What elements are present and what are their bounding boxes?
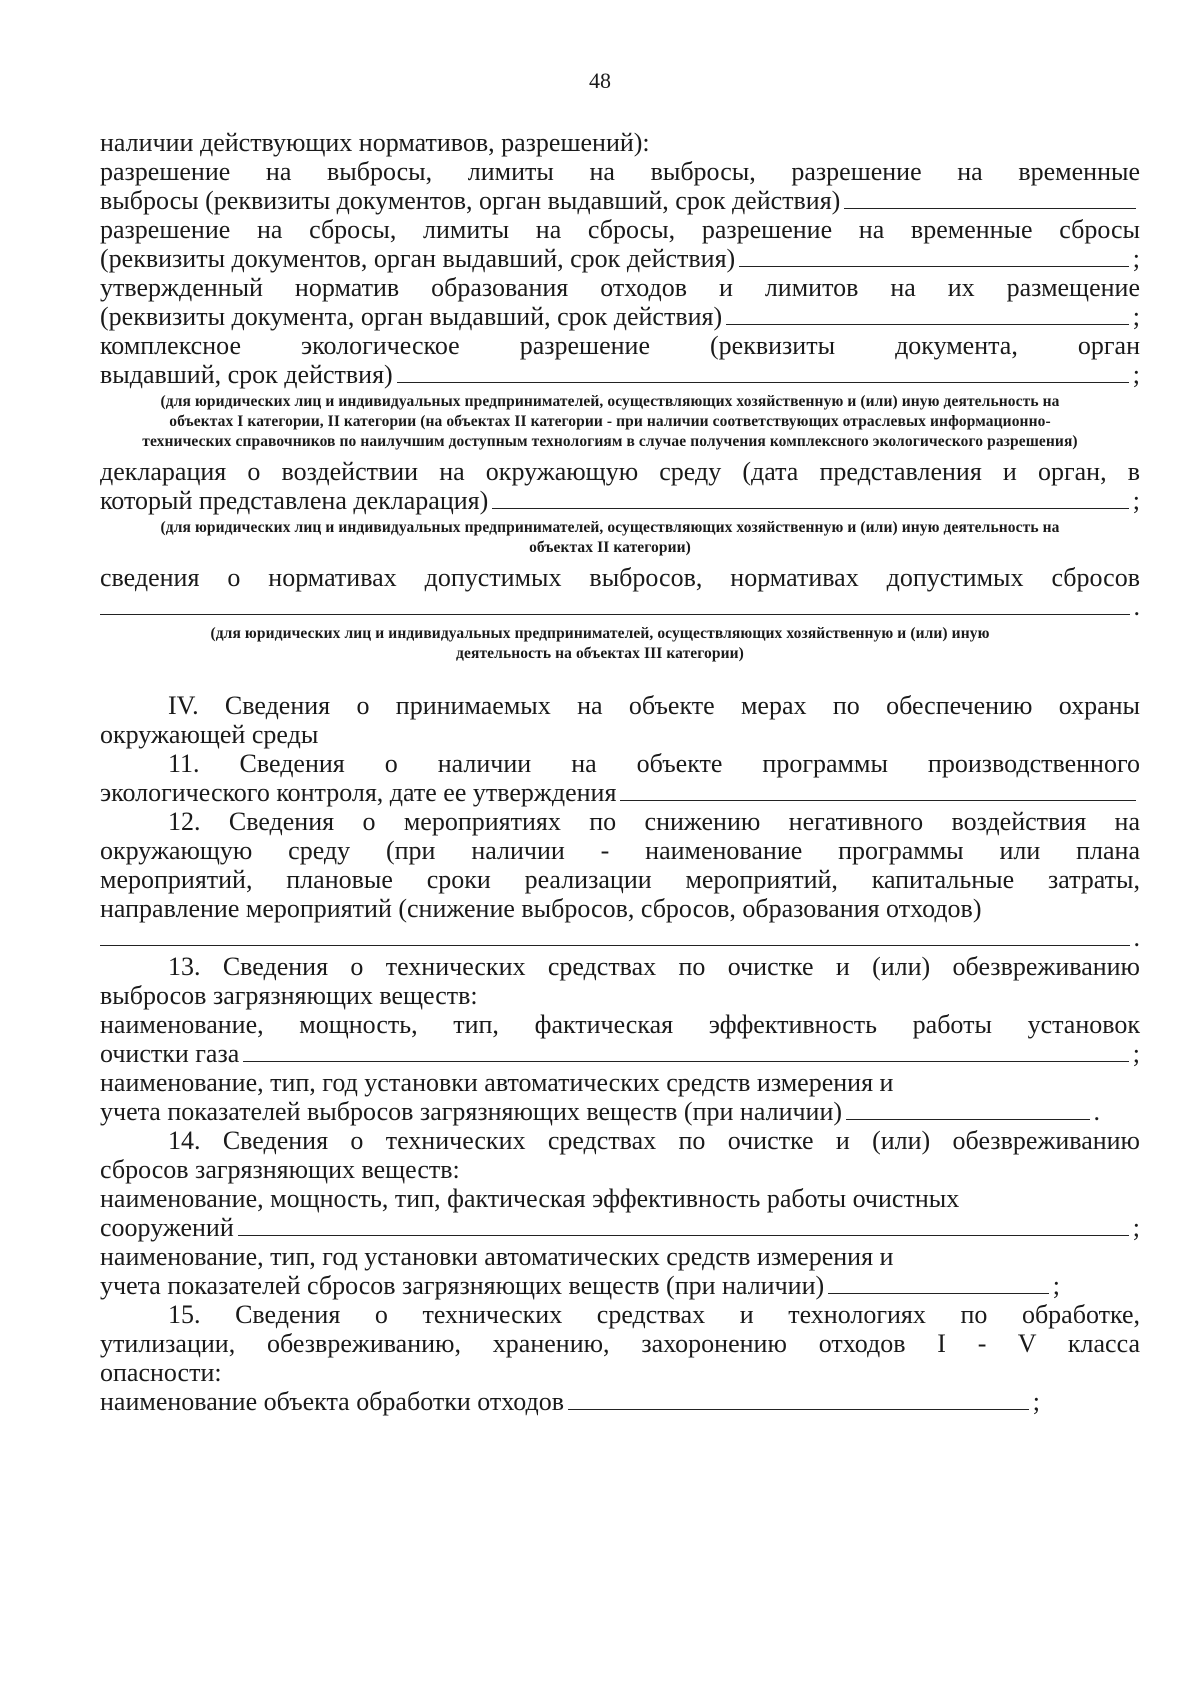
- footnote-category: (для юридических лиц и индивидуальных предпринимателей, осуществляющих хозяйственную и (или) иную деятельность на объектах III категории): [210, 625, 990, 662]
- section-heading: IV. Сведения о принимаемых на объекте мерах по обеспечению охраны: [168, 691, 1140, 720]
- fill-line: [100, 244, 1140, 273]
- text-line: выдавший, срок действия): [100, 360, 393, 389]
- blank-field[interactable]: [844, 188, 1136, 209]
- fill-line: [100, 302, 1140, 331]
- fill-line: [100, 1097, 1100, 1126]
- text-line: очистки газа: [100, 1039, 240, 1068]
- text-line: выбросов загрязняющих веществ:: [100, 981, 478, 1010]
- text-line: учета показателей сбросов загрязняющих веществ (при наличии): [100, 1271, 825, 1300]
- text-line: наименование, тип, год установки автоматических средств измерения и: [100, 1242, 894, 1271]
- fill-line: [100, 186, 1140, 215]
- blank-field[interactable]: [739, 246, 1129, 267]
- punctuation: ;: [1032, 1387, 1040, 1416]
- text-line: наименование, тип, год установки автоматических средств измерения и: [100, 1068, 894, 1097]
- text-line: сведения о нормативах допустимых выбросов, нормативах допустимых сбросов: [100, 563, 1140, 592]
- fill-line: [100, 360, 1140, 389]
- text-line: 15. Сведения о технических средствах и технологиях по обработке,: [168, 1300, 1140, 1329]
- text-line: декларация о воздействии на окружающую среду (дата представления и орган, в: [100, 457, 1140, 486]
- blank-field[interactable]: [243, 1041, 1128, 1062]
- blank-field[interactable]: [568, 1389, 1029, 1410]
- text-line: окружающей среды: [100, 720, 319, 749]
- text-line: утвержденный норматив образования отходов и лимитов на их размещение: [100, 273, 1140, 302]
- text-line: окружающую среду (при наличии - наименование программы или плана: [100, 836, 1140, 865]
- punctuation: ;: [1132, 244, 1140, 273]
- text-line: наименование, мощность, тип, фактическая эффективность работы очистных: [100, 1184, 960, 1213]
- text-line: 14. Сведения о технических средствах по очистке и (или) обезвреживанию: [168, 1126, 1140, 1155]
- text-line: утилизации, обезвреживанию, хранению, захоронению отходов I - V класса: [100, 1329, 1140, 1358]
- punctuation: .: [1133, 923, 1140, 952]
- page-number: 48: [589, 68, 611, 93]
- blank-field[interactable]: [100, 925, 1130, 946]
- text-line: наличии действующих нормативов, разрешений):: [100, 128, 650, 157]
- punctuation: ;: [1132, 302, 1140, 331]
- punctuation: .: [1093, 1097, 1100, 1126]
- blank-field[interactable]: [100, 594, 1130, 615]
- text-line: наименование объекта обработки отходов: [100, 1387, 565, 1416]
- text-line: учета показателей выбросов загрязняющих веществ (при наличии): [100, 1097, 843, 1126]
- text-line: (реквизиты документов, орган выдавший, срок действия): [100, 244, 736, 273]
- punctuation: ;: [1132, 1039, 1140, 1068]
- fill-line: [100, 1039, 1140, 1068]
- text-line: комплексное экологическое разрешение (реквизиты документа, орган: [100, 331, 1140, 360]
- text-line: разрешение на выбросы, лимиты на выбросы, разрешение на временные: [100, 157, 1140, 186]
- blank-field[interactable]: [492, 488, 1128, 509]
- fill-line: [100, 592, 1140, 621]
- text-line: 12. Сведения о мероприятиях по снижению негативного воздействия на: [168, 807, 1140, 836]
- document-body: [100, 128, 1140, 1416]
- text-line: сооружений: [100, 1213, 234, 1242]
- text-line: который представлена декларация): [100, 486, 489, 515]
- blank-field[interactable]: [397, 362, 1129, 383]
- fill-line: [100, 1271, 1060, 1300]
- footnote-category: (для юридических лиц и индивидуальных предпринимателей, осуществляющих хозяйственную и (или) иную деятельность на объектах I категории, II категории (на объектах II категории - при наличии соответствующих отраслевых информационно-технических справочников по наилучшим доступным технологиям в случае получения комплексного экологического разрешения): [142, 393, 1078, 450]
- punctuation: ;: [1132, 486, 1140, 515]
- text-line: опасности:: [100, 1358, 222, 1387]
- text-line: наименование, мощность, тип, фактическая эффективность работы установок: [100, 1010, 1140, 1039]
- blank-field[interactable]: [846, 1099, 1089, 1120]
- text-line: (реквизиты документа, орган выдавший, срок действия): [100, 302, 723, 331]
- text-line: направление мероприятий (снижение выбросов, сбросов, образования отходов): [100, 894, 982, 923]
- blank-field[interactable]: [828, 1273, 1049, 1294]
- text-line: сбросов загрязняющих веществ:: [100, 1155, 460, 1184]
- fill-line: [100, 1213, 1140, 1242]
- fill-line: [100, 1387, 1040, 1416]
- fill-line: [100, 778, 1140, 807]
- text-line: экологического контроля, дате ее утверждения: [100, 778, 617, 807]
- text-line: выбросы (реквизиты документов, орган выдавший, срок действия): [100, 186, 841, 215]
- text-line: разрешение на сбросы, лимиты на сбросы, разрешение на временные сбросы: [100, 215, 1140, 244]
- fill-line: [100, 923, 1140, 952]
- text-line: мероприятий, плановые сроки реализации мероприятий, капитальные затраты,: [100, 865, 1140, 894]
- punctuation: .: [1133, 592, 1140, 621]
- footnote-category: (для юридических лиц и индивидуальных предпринимателей, осуществляющих хозяйственную и (или) иную деятельность на объектах II категории): [160, 519, 1060, 556]
- punctuation: ;: [1132, 1213, 1140, 1242]
- punctuation: ;: [1132, 360, 1140, 389]
- blank-field[interactable]: [726, 304, 1129, 325]
- punctuation: ;: [1052, 1271, 1060, 1300]
- text-line: 11. Сведения о наличии на объекте программы производственного: [168, 749, 1140, 778]
- fill-line: [100, 486, 1140, 515]
- blank-field[interactable]: [238, 1215, 1129, 1236]
- text-line: 13. Сведения о технических средствах по очистке и (или) обезвреживанию: [168, 952, 1140, 981]
- blank-field[interactable]: [620, 780, 1136, 801]
